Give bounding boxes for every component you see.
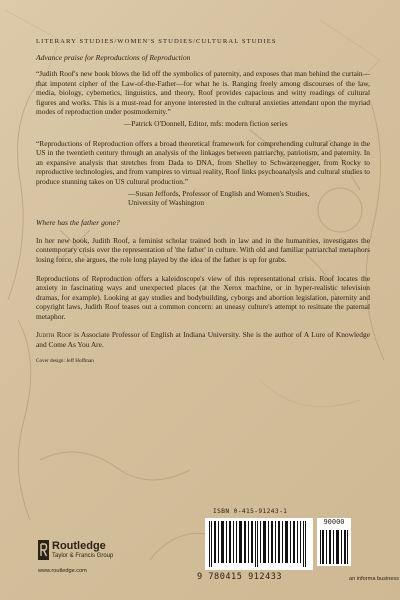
praise-quote-1: “Judith Roof's new book blows the lid off the symbolics of paternity, and exposes that man behind the curtain—that impotent cipher of the Law-of-the-Father—for what he is. Ranging freely among discourses of the law, media, biology, cybernetics, linguistics, and theory, Roof provides capacious and witty readings of cultural figures and works. This is a must-read for anyone interested in the cultural anxieties attendant upon the myriad modes of reproduction under postmodernity.” xyxy=(36,69,370,117)
where-heading: Where has the father gone? xyxy=(36,217,120,227)
ean-barcode xyxy=(205,518,313,570)
quote-2-attribution-line2: University of Washington xyxy=(128,198,205,208)
category-label: LITERARY STUDIES/WOMEN'S STUDIES/CULTURAL STUDIES xyxy=(36,38,277,45)
description-paragraph-1: In her new book, Judith Roof, a feminist scholar trained both in law and in the humanities, investigates the contemporary crisis over the representation of 'the father' in culture. With old and familiar patriarchal metaphors losing force, she argues, the role long played by the idea of the father is up for grabs. xyxy=(36,235,370,264)
isbn-label: ISBN 0-415-91243-1 xyxy=(213,508,288,515)
cover-credit: Cover design: Jeff Hoffman xyxy=(36,357,94,364)
routledge-r-icon xyxy=(38,540,49,560)
praise-heading: Advance praise for Reproductions of Reproduction xyxy=(36,53,191,62)
author-bio-text: is Associate Professor of English at Indiana University. She is the author of A Lure of Knowledge and Come As You Are. xyxy=(36,330,370,350)
publisher-subtitle: Taylor & Francis Group xyxy=(52,553,114,559)
author-bio xyxy=(36,330,370,349)
barcode-number: 9 780415 912433 xyxy=(197,572,283,582)
quote-2-attribution-line1: —Susan Jeffords, Professor of English and Women's Studies, xyxy=(128,188,310,198)
author-name: Judith Roof xyxy=(36,330,72,340)
publisher-url: www.routledge.com xyxy=(38,568,87,574)
informa-label: an informa business xyxy=(349,576,400,582)
quote-1-attribution: —Patrick O'Donnell, Editor, mfs: modern fiction series xyxy=(124,118,288,128)
praise-quote-2: “Reproductions of Reproduction offers a broad theoretical framework for comprehending cultural change in the US in the twentieth century through an analysis of the linkages between patriarchy, patriotism, and paternity. In an expansive analysis that stretches from Dada to DNA, from Shelley to Schwarzenegger, from Rocky to reproductive technologies, and from vampires to virtual reality, Roof links psychoanalysis and cultural studies to produce stunning takes on US cultural production.” xyxy=(36,138,370,186)
barcode-bars xyxy=(205,518,313,570)
price-code: 90000 xyxy=(323,518,345,526)
publisher-name: Routledge xyxy=(52,540,106,552)
cover-text xyxy=(36,38,370,364)
description-paragraph-2: Reproductions of Reproduction offers a kaleidoscope's view of this representational crisis. Roof locates the anxiety in fascinating ways and unexpected places (at the Xerox machine, or in hyper-realistic television dramas, for example). Looking at gay studies and bodybuilding, cyborgs and abortion legislation, paternity and copyright laws, Judith Roof teases out a common concern: an uneasy culture's attempt to resituate the paternal metaphor. xyxy=(36,273,370,321)
barcode-block xyxy=(195,508,355,584)
